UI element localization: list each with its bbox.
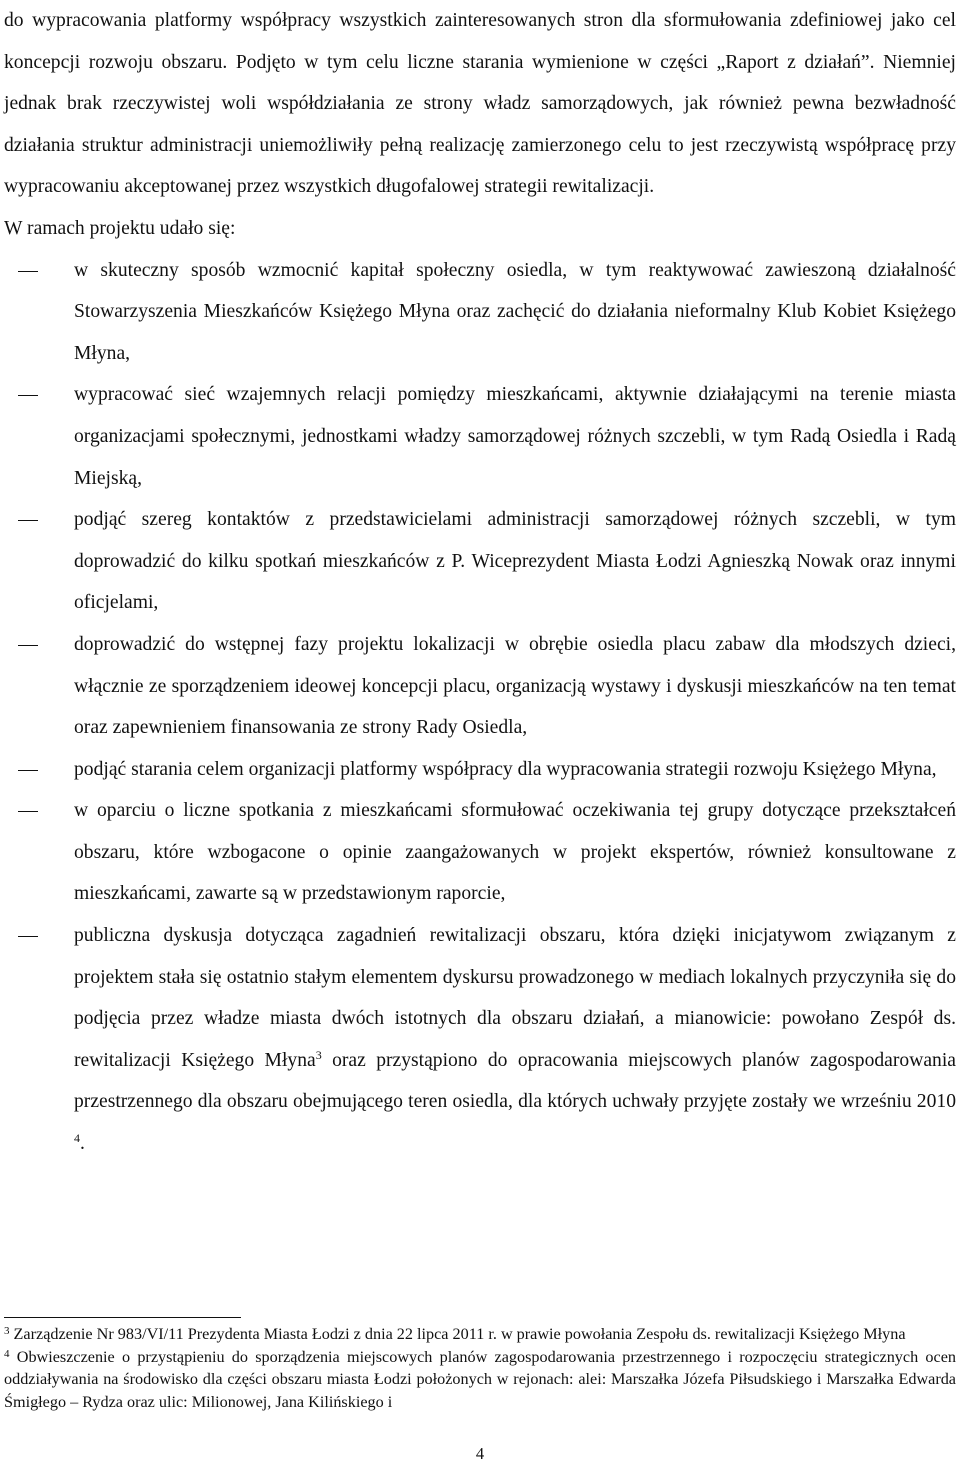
list-item-text: w oparciu o liczne spotkania z mieszkańcami sformułować oczekiwania tej grupy dotyczące przekształceń obszaru, które wzbogacone o opinie zaangażowanych w projekt ekspertów, również konsultowane z mieszkańcami, zawarte są w przedstawionym raporcie, bbox=[74, 800, 956, 905]
footnote-text: Obwieszczenie o przystąpieniu do sporządzenia miejscowych planów zagospodarowania przestrzennego i rozpoczęciu strategicznych ocen oddziaływania na środowisko dla części obszaru miasta Łodzi położonych w rejonach: alei: Marszałka Józefa Piłsudskiego i Marszałka Edwarda Śmigłego – Rydza oraz ulic: Milionowej, Jana Kilińskiego i bbox=[4, 1347, 956, 1411]
footnote bbox=[4, 1323, 956, 1346]
footnote-number: 3 bbox=[4, 1325, 10, 1337]
list-item-text: wypracować sieć wzajemnych relacji pomiędzy mieszkańcami, aktywnie działającymi na terenie miasta organizacjami społecznymi, jednostkami władzy samorządowej różnych szczebli, w tym Radą Osiedla i Radą Miejską, bbox=[74, 384, 956, 489]
footnote-number: 4 bbox=[4, 1347, 10, 1360]
list-item bbox=[4, 374, 956, 499]
list-item-text: . bbox=[80, 1133, 85, 1155]
footnote-text: Zarządzenie Nr 983/VI/11 Prezydenta Miasta Łodzi z dnia 22 lipca 2011 r. w prawie powołania Zespołu ds. rewitalizacji Księżego Młyna bbox=[9, 1325, 906, 1343]
page-number: 4 bbox=[475, 1444, 485, 1463]
footnote-ref: 4 bbox=[74, 1131, 80, 1146]
footnote-ref: 3 bbox=[315, 1047, 322, 1062]
intro-paragraph: do wypracowania platformy współpracy wszystkich zainteresowanych stron dla sformułowania zdefiniowej jako cel koncepcji rozwoju obszaru. Podjęto w tym celu liczne starania wymienione w części „Raport z działań”. Niemniej jednak brak rzeczywistej woli współdziałania ze strony władz samorządowych, jak również pewna bezwładność działania struktur administracji uniemożliwiły pełną realizację zamierzonego celu to jest rzeczywistą współpracę przy wypracowaniu akceptowanej przez wszystkich długofalowej strategii rewitalizacji. bbox=[4, 10, 956, 198]
dash-bullet bbox=[18, 271, 38, 272]
footnote-separator bbox=[4, 1317, 241, 1318]
main-text bbox=[4, 0, 956, 1165]
list-item bbox=[4, 499, 956, 624]
dash-bullet bbox=[18, 770, 38, 771]
dash-bullet bbox=[18, 395, 38, 396]
list-item-text: oraz przystąpiono do opracowania miejscowych planów zagospodarowania przestrzennego dla obszaru obejmującego teren osiedla, dla których uchwały przyjęte zostały we wrześniu 2010 bbox=[74, 1049, 956, 1113]
list-item-text: w skuteczny sposób wzmocnić kapitał społeczny osiedla, w tym reaktywować zawieszoną działalność Stowarzyszenia Mieszkańców Księżego Młyna oraz zachęcić do działania nieformalny Klub Kobiet Księżego Młyna, bbox=[74, 259, 956, 364]
list-item-text: publiczna dyskusja dotycząca zagadnień rewitalizacji obszaru, która dzięki inicjatywom związanym z projektem stała się ostatnio stałym elementem dyskursu prowadzonego w mediach lokalnych przyczyniła się do podjęcia przez władze miasta dwóch istotnych dla obszaru działań, a mianowicie: powołano Zespół ds. rewitalizacji Księżego Młyna bbox=[74, 925, 956, 1071]
footnotes bbox=[4, 1323, 956, 1413]
list-item-text: podjąć starania celem organizacji platformy współpracy dla wypracowania strategii rozwoju Księżego Młyna, bbox=[74, 758, 937, 780]
dash-bullet bbox=[18, 520, 38, 521]
footnote bbox=[4, 1346, 956, 1414]
dash-bullet bbox=[18, 645, 38, 646]
dash-bullet bbox=[18, 811, 38, 812]
list-item-text: doprowadzić do wstępnej fazy projektu lokalizacji w obrębie osiedla placu zabaw dla młodszych dzieci, włącznie ze sporządzeniem ideowej koncepcji placu, organizacją wystawy i dyskusji mieszkańców na ten temat oraz zapewnieniem finansowania ze strony Rady Osiedla, bbox=[74, 633, 956, 739]
dash-bullet bbox=[18, 936, 38, 937]
list-item-text: podjąć szereg kontaktów z przedstawicielami administracji samorządowej różnych szczebli, w tym doprowadzić do kilku spotkań mieszkańców z P. Wiceprezydent Miasta Łodzi Agnieszką Nowak oraz innymi oficjelami, bbox=[74, 509, 956, 614]
list-lead: W ramach projektu udało się: bbox=[4, 217, 236, 239]
list-item bbox=[4, 915, 956, 1165]
list-item bbox=[4, 790, 956, 915]
list-item bbox=[4, 749, 956, 791]
list-item bbox=[4, 250, 956, 375]
achievements-list bbox=[4, 250, 956, 1165]
list-item bbox=[4, 624, 956, 749]
